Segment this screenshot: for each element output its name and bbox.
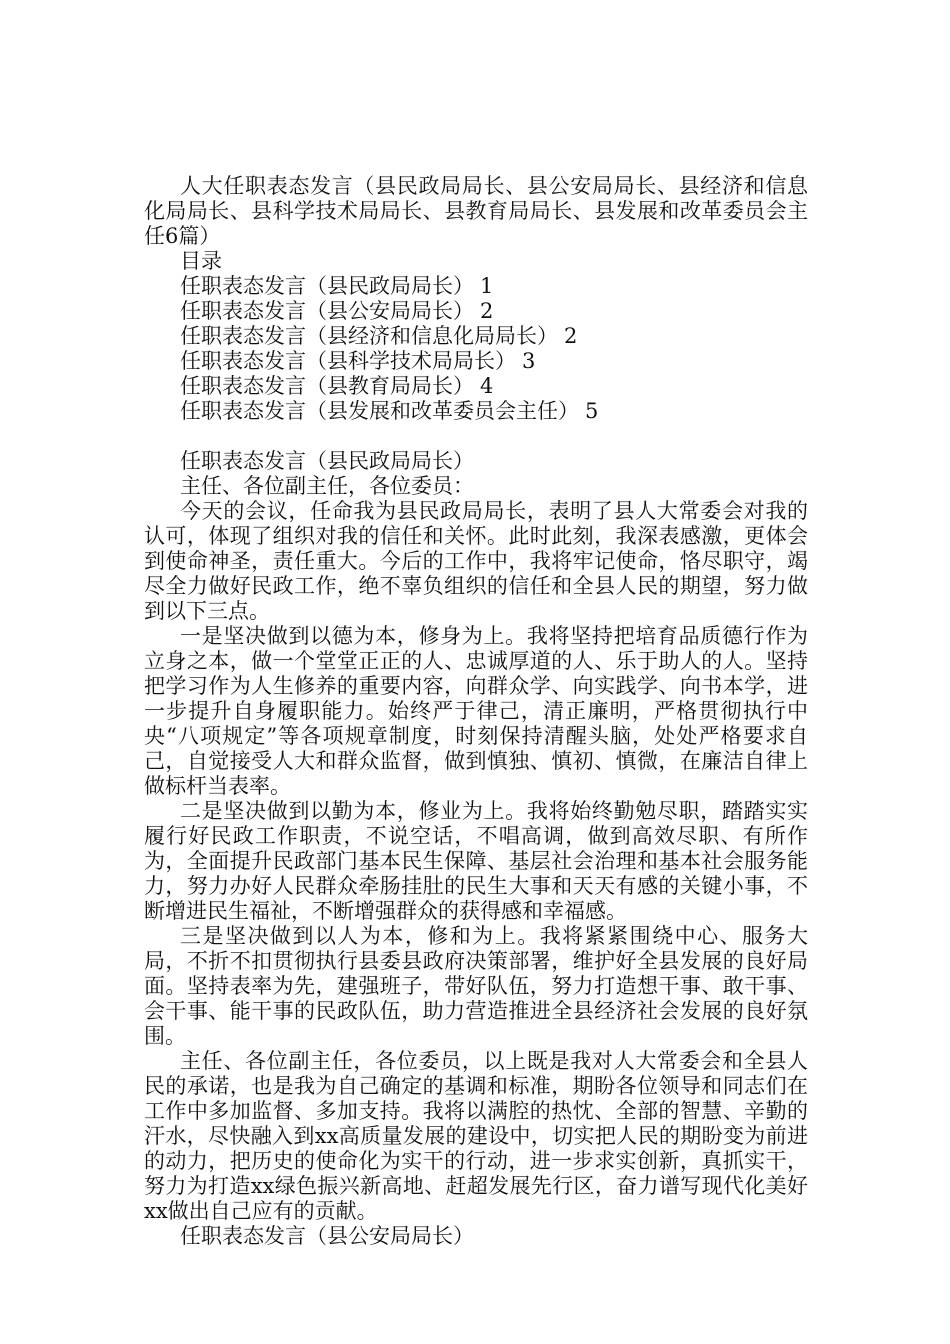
toc-item-page: 5 xyxy=(585,399,599,423)
toc-item-label: 任职表态发言（县科学技术局局长） xyxy=(180,349,516,373)
body-paragraph: 二是坚决做到以勤为本，修业为上。我将始终勤勉尽职，踏踏实实履行好民政工作职责，不说空话，不唱高调，做到高效尽职、有所作为，全面提升民政部门基本民生保障、基层社会治理和基本社会服务能力，努力办好人民群众牵肠挂肚的民生大事和天天有感的关键小事，不断增进民生福祉，不断增强群众的获得感和幸福感。 xyxy=(144,799,808,923)
body-paragraph: 今天的会议，任命我为县民政局局长，表明了县人大常委会对我的认可，体现了组织对我的信任和关怀。此时此刻，我深表感激，更体会到使命神圣，责任重大。今后的工作中，我将牢记使命，恪尽职守，竭尽全力做好民政工作，绝不辜负组织的信任和全县人民的期望，努力做到以下三点。 xyxy=(144,499,808,623)
toc-item-page: 2 xyxy=(564,324,578,348)
toc-item[interactable] xyxy=(144,274,808,299)
toc-heading: 目录 xyxy=(180,249,222,273)
toc-item-label: 任职表态发言（县发展和改革委员会主任） xyxy=(180,399,579,423)
body-paragraph: 三是坚决做到以人为本，修和为上。我将紧紧围绕中心、服务大局，不折不扣贯彻执行县委县政府决策部署，维护好全县发展的良好局面。坚持表率为先，建强班子，带好队伍，努力打造想干事、敢干事、会干事、能干事的民政队伍，助力营造推进全县经济社会发展的良好氛围。 xyxy=(144,924,808,1048)
toc-item-label: 任职表态发言（县经济和信息化局局长） xyxy=(180,324,558,348)
toc-item[interactable] xyxy=(144,324,808,349)
body-paragraph: 一是坚决做到以德为本，修身为上。我将坚持把培育品质德行作为立身之本，做一个堂堂正正的人、忠诚厚道的人、乐于助人的人。坚持把学习作为人生修养的重要内容，向群众学、向实践学、向书本学，进一步提升自身履职能力。始终严于律己，清正廉明，严格贯彻执行中央“八项规定”等各项规章制度，时刻保持清醒头脑，处处严格要求自己，自觉接受人大和群众监督，做到慎独、慎初、慎微，在廉洁自律上做标杆当表率。 xyxy=(144,624,808,798)
toc-item-label: 任职表态发言（县公安局局长） xyxy=(180,299,474,323)
table-of-contents xyxy=(144,274,808,424)
section-civil-affairs xyxy=(144,449,808,1224)
toc-item[interactable] xyxy=(144,374,808,399)
toc-item[interactable] xyxy=(144,399,808,424)
toc-item-label: 任职表态发言（县民政局局长） xyxy=(180,274,474,298)
toc-item-label: 任职表态发言（县教育局局长） xyxy=(180,374,474,398)
toc-item[interactable] xyxy=(144,299,808,324)
toc-item-page: 1 xyxy=(480,274,494,298)
toc-item-page: 4 xyxy=(480,374,494,398)
toc-item-page: 3 xyxy=(522,349,536,373)
toc-item[interactable] xyxy=(144,349,808,374)
section-heading: 任职表态发言（县民政局局长） xyxy=(180,449,474,473)
section-heading: 任职表态发言（县公安局局长） xyxy=(180,1224,474,1248)
document-title: 人大任职表态发言（县民政局局长、县公安局局长、县经济和信息化局局长、县科学技术局局长、县教育局局长、县发展和改革委员会主任6篇） xyxy=(144,174,808,248)
body-paragraph: 主任、各位副主任，各位委员，以上既是我对人大常委会和全县人民的承诺，也是我为自己确定的基调和标准，期盼各位领导和同志们在工作中多加监督、多加支持。我将以满腔的热忱、全部的智慧、辛勤的汗水，尽快融入到xx高质量发展的建设中，切实把人民的期盼变为前进的动力，把历史的使命化为实干的行动，进一步求实创新，真抓实干，努力为打造xx绿色振兴新高地、赶超发展先行区，奋力谱写现代化美好xx做出自己应有的贡献。 xyxy=(144,1049,808,1223)
salutation: 主任、各位副主任，各位委员： xyxy=(180,474,474,498)
spacer xyxy=(144,424,808,449)
document-page xyxy=(144,174,808,1249)
toc-item-page: 2 xyxy=(480,299,494,323)
